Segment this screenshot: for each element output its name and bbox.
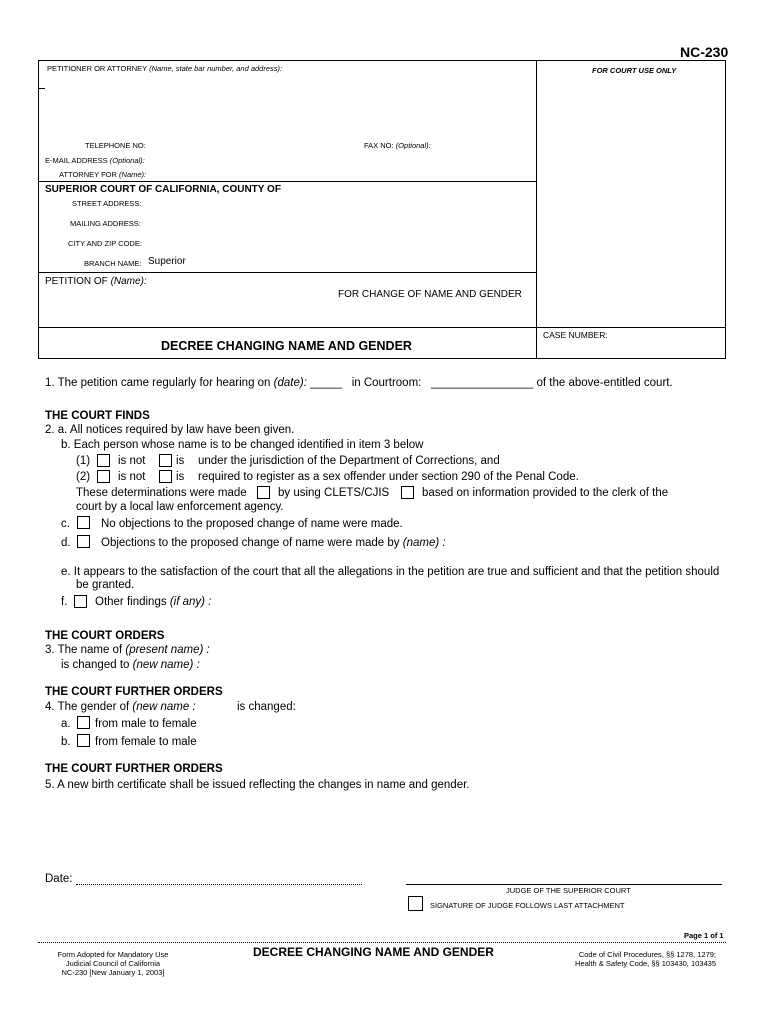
finds-d-text: Objections to the proposed change of name were made by (name) :	[101, 537, 446, 549]
caption-box	[38, 60, 726, 359]
further1-heading: THE COURT FURTHER ORDERS	[45, 686, 223, 698]
b2-isnot-checkbox[interactable]	[97, 470, 110, 483]
code-line2: Health & Safety Code, §§ 103430, 103435	[575, 959, 716, 968]
male-to-female-text: from male to female	[95, 718, 197, 730]
date-label: Date:	[45, 873, 73, 885]
determinations-cont: court by a local law enforcement agency.	[76, 501, 284, 513]
b2-text: required to register as a sex offender under section 290 of the Penal Code.	[198, 471, 579, 483]
telephone-label: TELEPHONE NO:	[85, 141, 146, 150]
finds-b: b. Each person whose name is to be changed identified in item 3 below	[61, 439, 424, 451]
clerk-info-label: based on information provided to the clerk of the	[422, 487, 669, 499]
judge-label: JUDGE OF THE SUPERIOR COURT	[506, 886, 631, 895]
finds-f-text: Other findings (if any) :	[95, 596, 212, 608]
finds-e-cont: be granted.	[76, 579, 135, 591]
b1-text: under the jurisdiction of the Department of Corrections, and	[198, 455, 500, 467]
case-number-label: CASE NUMBER:	[543, 330, 608, 340]
b2-num: (2)	[76, 471, 91, 483]
adopted-line1: Form Adopted for Mandatory Use	[57, 950, 169, 959]
city-zip-label: CITY AND ZIP CODE:	[68, 239, 142, 248]
b1-isnot-label: is not	[118, 455, 146, 467]
email-label: E-MAIL ADDRESS (Optional):	[45, 156, 145, 165]
finds-c-text: No objections to the proposed change of name were made.	[101, 518, 403, 530]
court-title: SUPERIOR COURT OF CALIFORNIA, COUNTY OF	[45, 184, 281, 195]
clerk-info-checkbox[interactable]	[401, 486, 414, 499]
petitioner-label: PETITIONER OR ATTORNEY (Name, state bar number, and address):	[47, 64, 283, 73]
signature-follows-label: SIGNATURE OF JUDGE FOLLOWS LAST ATTACHMENT	[430, 901, 625, 910]
further2-heading: THE COURT FURTHER ORDERS	[45, 763, 223, 775]
b2-isnot-label: is not	[118, 471, 146, 483]
further1-line: 4. The gender of (new name :	[45, 701, 196, 713]
branch-label: BRANCH NAME:	[84, 259, 142, 268]
finds-heading: THE COURT FINDS	[45, 410, 150, 422]
divider-court	[38, 181, 536, 182]
female-to-male-text: from female to male	[95, 736, 197, 748]
clets-checkbox[interactable]	[257, 486, 270, 499]
is-changed-label: is changed:	[237, 701, 296, 713]
orders-line1: 3. The name of (present name) :	[45, 644, 210, 656]
finds-c-label: c.	[61, 518, 70, 530]
adopted-line3: NC-230 [New January 1, 2003]	[61, 968, 165, 977]
further2-line: 5. A new birth certificate shall be issued reflecting the changes in name and gender.	[45, 779, 470, 791]
divider-title	[38, 327, 726, 328]
finds-d-checkbox[interactable]	[77, 535, 90, 548]
orders-heading: THE COURT ORDERS	[45, 630, 165, 642]
attorney-for-label: ATTORNEY FOR (Name):	[59, 170, 147, 179]
form-number: NC-230	[680, 44, 729, 60]
b1-is-label: is	[176, 455, 185, 467]
branch-value: Superior	[148, 256, 186, 267]
date-line[interactable]	[76, 884, 362, 885]
finds-a: 2. a. All notices required by law have been given.	[45, 424, 295, 436]
court-use-label: FOR COURT USE ONLY	[592, 66, 677, 75]
page-number: Page 1 of 1	[684, 931, 724, 940]
footer-title: DECREE CHANGING NAME AND GENDER	[253, 945, 494, 959]
street-label: STREET ADDRESS:	[72, 199, 142, 208]
petition-of-label: PETITION OF (Name):	[45, 276, 147, 287]
gender-b-label: b.	[61, 736, 71, 748]
decree-title: DECREE CHANGING NAME AND GENDER	[161, 339, 412, 353]
dash-mark	[39, 88, 45, 89]
finds-e-text: e. It appears to the satisfaction of the court that all the allegations in the petition are true and sufficient and that the petition should	[61, 566, 720, 578]
b2-is-label: is	[176, 471, 185, 483]
finds-d-label: d.	[61, 537, 71, 549]
footer-rule	[38, 942, 726, 943]
male-to-female-checkbox[interactable]	[77, 716, 90, 729]
court-use-divider	[536, 60, 537, 359]
item1-text: 1. The petition came regularly for hearing on (date): _____ in Courtroom: ________________ of the above-entitled court.	[45, 377, 673, 389]
code-line1: Code of Civil Procedures, §§ 1278, 1279;	[578, 950, 716, 959]
judge-signature-line	[406, 884, 722, 885]
adopted-line2: Judicial Council of California	[65, 959, 161, 968]
b1-is-checkbox[interactable]	[159, 454, 172, 467]
signature-follows-checkbox[interactable]	[408, 896, 423, 911]
fax-label: FAX NO: (Optional):	[364, 141, 431, 150]
b1-num: (1)	[76, 455, 91, 467]
clets-label: by using CLETS/CJIS	[278, 487, 390, 499]
for-change-label: FOR CHANGE OF NAME AND GENDER	[338, 289, 522, 300]
b2-is-checkbox[interactable]	[159, 470, 172, 483]
orders-line2: is changed to (new name) :	[61, 659, 200, 671]
finds-c-checkbox[interactable]	[77, 516, 90, 529]
divider-petition	[38, 272, 536, 273]
finds-f-checkbox[interactable]	[74, 595, 87, 608]
determinations-lead: These determinations were made	[76, 487, 247, 499]
finds-f-label: f.	[61, 596, 68, 608]
b1-isnot-checkbox[interactable]	[97, 454, 110, 467]
female-to-male-checkbox[interactable]	[77, 734, 90, 747]
gender-a-label: a.	[61, 718, 71, 730]
mailing-label: MAILING ADDRESS:	[70, 219, 141, 228]
